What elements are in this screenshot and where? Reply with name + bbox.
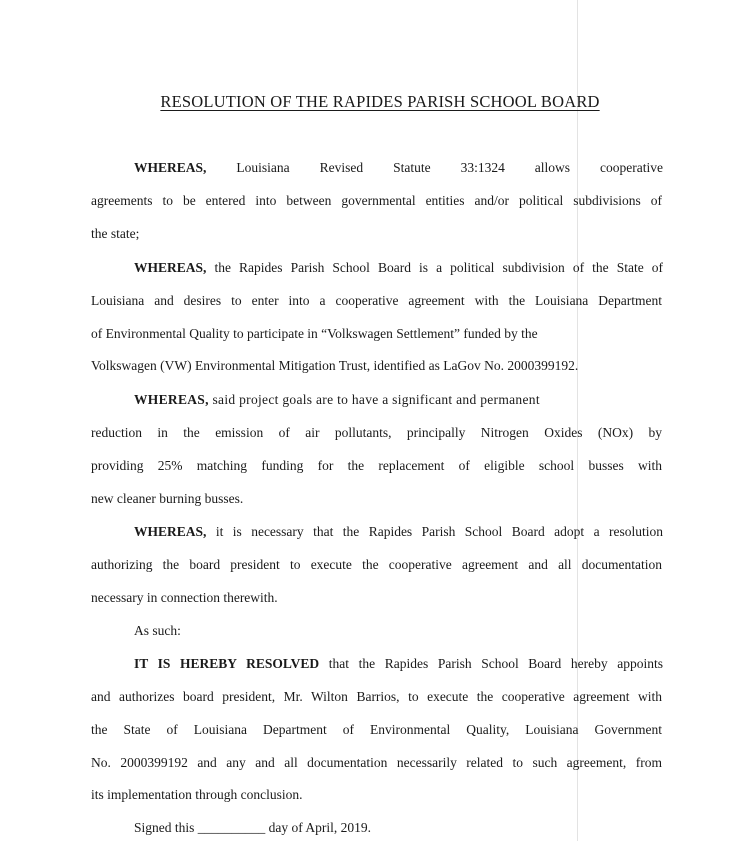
para3-line4: new cleaner burning busses. <box>91 491 244 506</box>
para1-line1-text: Louisiana Revised Statute 33:1324 allows cooperative <box>206 160 663 175</box>
para1-line2: agreements to be entered into between governmental entities and/or political subdivisions of <box>91 193 662 208</box>
para3-line1 <box>134 392 540 408</box>
scan-artifact-line <box>577 0 578 841</box>
resolved-line2: and authorizes board president, Mr. Wilton Barrios, to execute the cooperative agreement with <box>91 689 662 704</box>
para1-line1 <box>134 160 663 176</box>
para3-lead: WHEREAS, <box>134 392 209 407</box>
para4-line1 <box>134 524 663 540</box>
resolved-line1-text: that the Rapides Parish School Board hereby appoints <box>319 656 663 671</box>
para1-line3: the state; <box>91 226 140 241</box>
para3-line1-text: said project goals are to have a significant and permanent <box>208 392 540 407</box>
para4-line2: authorizing the board president to execute the cooperative agreement and all documentation <box>91 557 662 572</box>
para3-line3: providing 25% matching funding for the replacement of eligible school busses with <box>91 458 662 473</box>
resolved-line3: the State of Louisiana Department of Environmental Quality, Louisiana Government <box>91 722 662 737</box>
resolved-lead: IT IS HEREBY RESOLVED <box>134 656 320 671</box>
resolved-line4: No. 2000399192 and any and all documentation necessarily related to such agreement, from <box>91 755 662 770</box>
para2-lead: WHEREAS, <box>134 260 207 275</box>
para4-lead: WHEREAS, <box>134 524 207 539</box>
para2-line3: of Environmental Quality to participate in “Volkswagen Settlement” funded by the <box>91 326 538 341</box>
para2-line1 <box>134 260 663 276</box>
para3-line2: reduction in the emission of air pollutants, principally Nitrogen Oxides (NOx) by <box>91 425 662 440</box>
para2-line2: Louisiana and desires to enter into a cooperative agreement with the Louisiana Department <box>91 293 662 308</box>
resolved-line1 <box>134 656 663 672</box>
para1-lead: WHEREAS, <box>134 160 207 175</box>
resolved-line5: its implementation through conclusion. <box>91 787 303 802</box>
para4-line3: necessary in connection therewith. <box>91 590 278 605</box>
resolution-title: RESOLUTION OF THE RAPIDES PARISH SCHOOL BOARD <box>160 92 600 111</box>
para4-line1-text: it is necessary that the Rapides Parish School Board adopt a resolution <box>206 524 663 539</box>
para2-line1-text: the Rapides Parish School Board is a political subdivision of the State of <box>206 260 663 275</box>
signed-line: Signed this __________ day of April, 2019. <box>134 820 371 835</box>
para2-line4: Volkswagen (VW) Environmental Mitigation Trust, identified as LaGov No. 2000399192. <box>91 358 579 373</box>
as-such-text: As such: <box>134 623 181 638</box>
